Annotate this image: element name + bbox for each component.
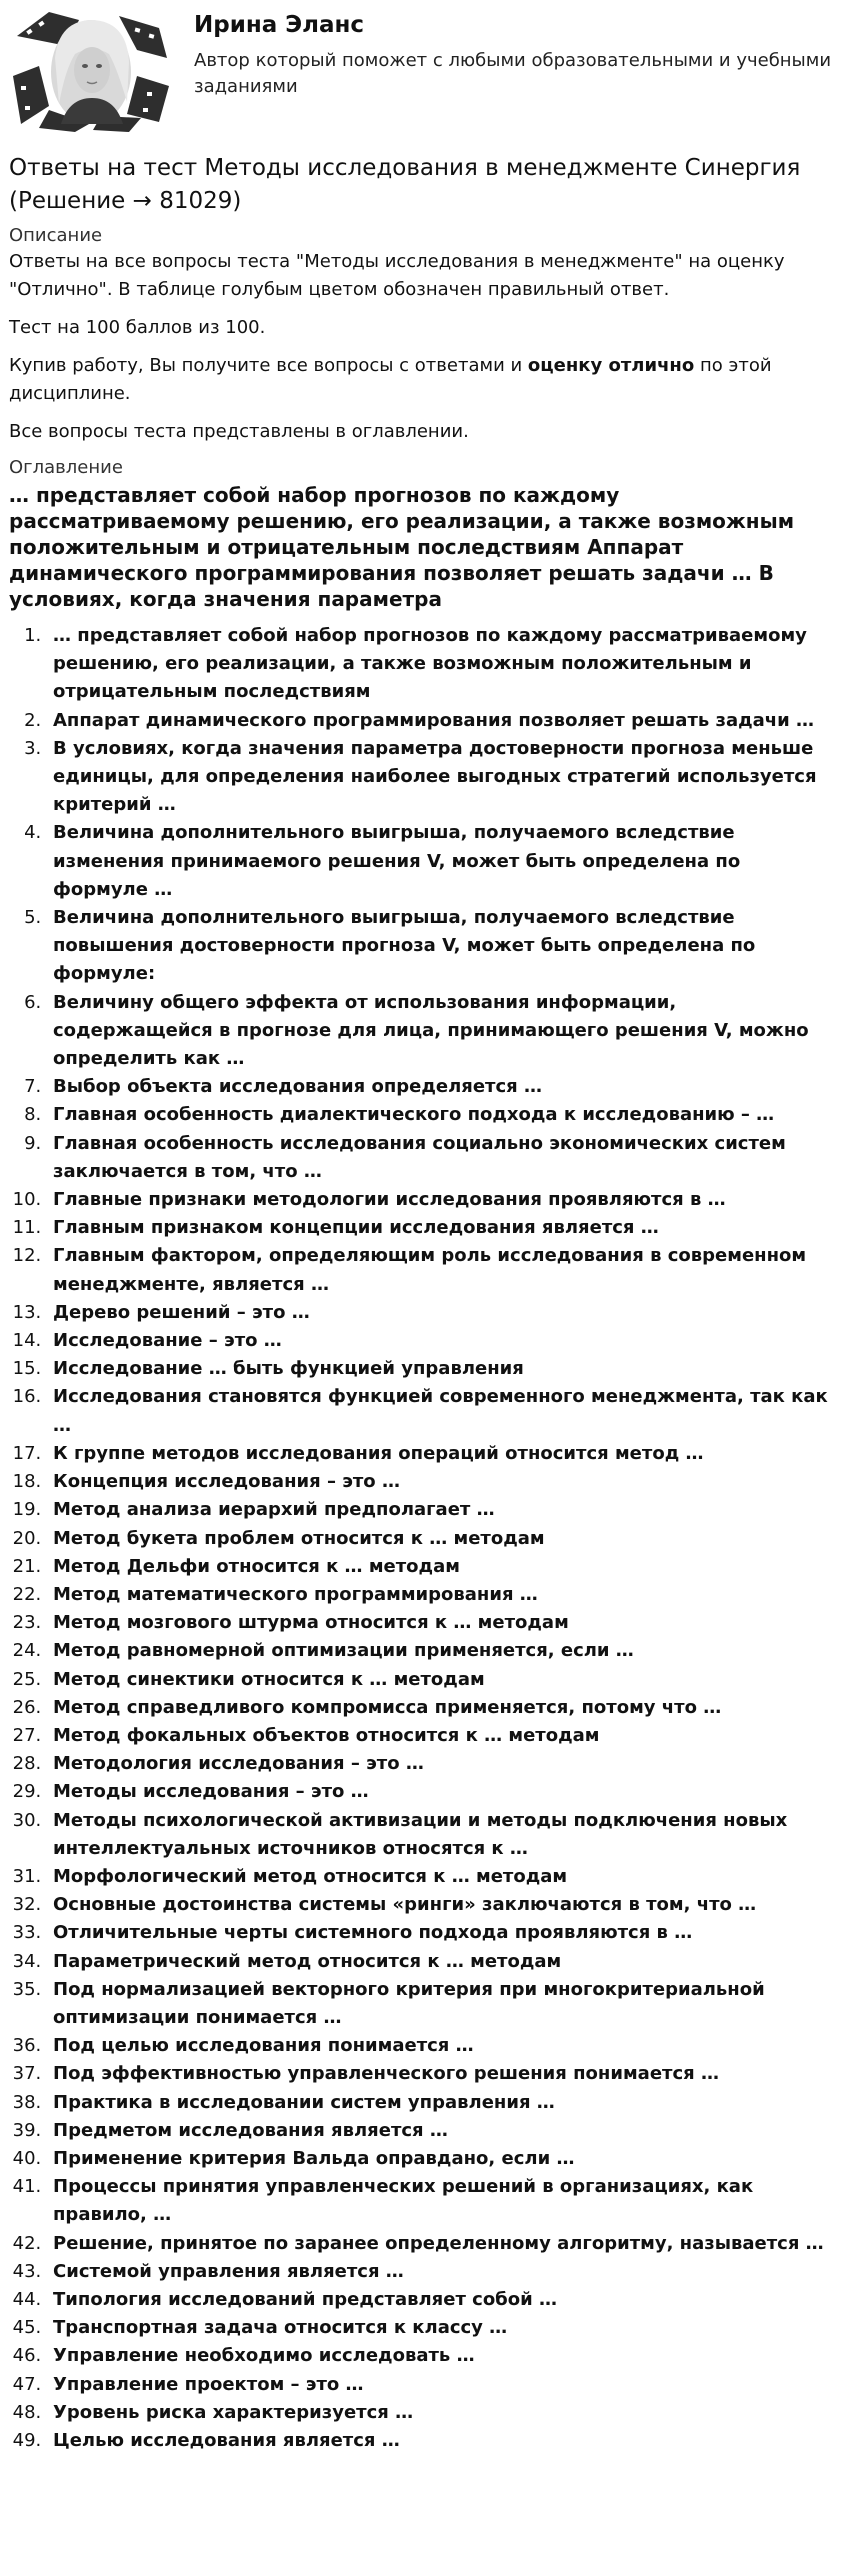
toc-item[interactable]: 16. Исследования становятся функцией современного менеджмента, так как … xyxy=(47,1383,833,1439)
toc-item[interactable]: 18. Концепция исследования – это … xyxy=(47,1468,833,1496)
toc-item[interactable]: 25. Метод синектики относится к … методам xyxy=(47,1666,833,1694)
toc-item[interactable]: 26. Метод справедливого компромисса применяется, потому что … xyxy=(47,1694,833,1722)
toc-item[interactable]: 41. Процессы принятия управленческих решений в организациях, как правило, … xyxy=(47,2173,833,2229)
toc-item[interactable]: 5. Величина дополнительного выигрыша, получаемого вследствие повышения достоверности прогноза V, может быть определена по формуле: xyxy=(47,904,833,989)
toc-item[interactable]: 3. В условиях, когда значения параметра достоверности прогноза меньше единицы, для определения наиболее выгодных стратегий используется критерий … xyxy=(47,735,833,820)
purchase-text-end: по этой дисциплине. xyxy=(9,355,772,404)
toc-item[interactable]: 30. Методы психологической активизации и методы подключения новых интеллектуальных источников относятся к … xyxy=(47,1807,833,1863)
toc-item[interactable]: 21. Метод Дельфи относится к … методам xyxy=(47,1553,833,1581)
author-name[interactable]: Ирина Эланс xyxy=(194,12,365,38)
toc-item[interactable]: 40. Применение критерия Вальда оправдано, если … xyxy=(47,2145,833,2173)
toc-item[interactable]: 22. Метод математического программирования … xyxy=(47,1581,833,1609)
toc-item[interactable]: 12. Главным фактором, определяющим роль исследования в современном менеджменте, является … xyxy=(47,1242,833,1298)
toc-item[interactable]: 7. Выбор объекта исследования определяется … xyxy=(47,1073,833,1101)
toc-item[interactable]: 34. Параметрический метод относится к … методам xyxy=(47,1948,833,1976)
toc-item[interactable]: 11. Главным признаком концепции исследования является … xyxy=(47,1214,833,1242)
toc-item[interactable]: 19. Метод анализа иерархий предполагает … xyxy=(47,1496,833,1524)
toc-item[interactable]: 15. Исследование … быть функцией управления xyxy=(47,1355,833,1383)
toc-item[interactable]: 45. Транспортная задача относится к классу … xyxy=(47,2314,833,2342)
author-card xyxy=(9,0,833,144)
toc-label: Оглавление xyxy=(9,457,123,478)
toc-item[interactable]: 33. Отличительные черты системного подхода проявляются в … xyxy=(47,1919,833,1947)
toc-item[interactable]: 23. Метод мозгового штурма относится к … методам xyxy=(47,1609,833,1637)
toc-item[interactable]: 36. Под целью исследования понимается … xyxy=(47,2032,833,2060)
toc-item[interactable]: 49. Целью исследования является … xyxy=(47,2427,833,2455)
purchase-text-start: Купив работу, Вы получите все вопросы с ответами и xyxy=(9,355,528,376)
toc-item[interactable]: 20. Метод букета проблем относится к … методам xyxy=(47,1525,833,1553)
toc-item[interactable]: 38. Практика в исследовании систем управления … xyxy=(47,2089,833,2117)
toc-item[interactable]: 9. Главная особенность исследования социально экономических систем заключается в том, что … xyxy=(47,1130,833,1186)
toc-item[interactable]: 2. Аппарат динамического программирования позволяет решать задачи … xyxy=(47,707,833,735)
toc-item[interactable]: 28. Методология исследования – это … xyxy=(47,1750,833,1778)
toc-item[interactable]: 47. Управление проектом – это … xyxy=(47,2371,833,2399)
toc-item[interactable]: 37. Под эффективностью управленческого решения понимается … xyxy=(47,2060,833,2088)
toc-item[interactable]: 14. Исследование – это … xyxy=(47,1327,833,1355)
toc-item[interactable]: 35. Под нормализацией векторного критерия при многокритериальной оптимизации понимается … xyxy=(47,1976,833,2032)
toc-item[interactable]: 1. … представляет собой набор прогнозов по каждому рассматриваемому решению, его реализации, а также возможным положительным и отрицательным последствиям xyxy=(47,622,833,707)
purchase-text-bold: оценку отлично xyxy=(527,355,695,376)
toc-item[interactable]: 24. Метод равномерной оптимизации применяется, если … xyxy=(47,1637,833,1665)
description-text: Ответы на все вопросы теста "Методы исследования в менеджменте" на оценку "Отлично". В таблице голубым цветом обозначен правильный ответ. xyxy=(9,251,785,300)
score-text: Тест на 100 баллов из 100. xyxy=(9,317,266,338)
author-info xyxy=(194,6,833,100)
toc-item[interactable]: 8. Главная особенность диалектического подхода к исследованию – … xyxy=(47,1101,833,1129)
purchase-text xyxy=(9,352,833,408)
toc-item[interactable]: 27. Метод фокальных объектов относится к … методам xyxy=(47,1722,833,1750)
toc-item[interactable]: 44. Типология исследований представляет собой … xyxy=(47,2286,833,2314)
toc-item[interactable]: 32. Основные достоинства системы «ринги» заключаются в том, что … xyxy=(47,1891,833,1919)
toc-summary: … представляет собой набор прогнозов по каждому рассматриваемому решению, его реализации, а также возможным положительным и отрицательным последствиям Аппарат динамического программирования позволяет решать задачи … В условиях, когда значения параметра xyxy=(9,483,795,611)
toc-item[interactable]: 43. Системой управления является … xyxy=(47,2258,833,2286)
toc-item[interactable]: 48. Уровень риска характеризуется … xyxy=(47,2399,833,2427)
toc-item[interactable]: 42. Решение, принятое по заранее определенному алгоритму, называется … xyxy=(47,2230,833,2258)
toc-item[interactable]: 46. Управление необходимо исследовать … xyxy=(47,2342,833,2370)
toc-item[interactable]: 31. Морфологический метод относится к … методам xyxy=(47,1863,833,1891)
description-label: Описание xyxy=(9,225,103,246)
toc-list xyxy=(9,622,833,2455)
toc-note: Все вопросы теста представлены в оглавлении. xyxy=(9,421,469,442)
author-avatar[interactable] xyxy=(9,6,174,132)
author-description: Автор который поможет с любыми образовательными и учебными заданиями xyxy=(194,50,832,97)
toc-item[interactable]: 29. Методы исследования – это … xyxy=(47,1778,833,1806)
document-title: Ответы на тест Методы исследования в менеджменте Синергия (Решение → 81029) xyxy=(9,155,801,214)
toc-item[interactable]: 10. Главные признаки методологии исследования проявляются в … xyxy=(47,1186,833,1214)
toc-item[interactable]: 4. Величина дополнительного выигрыша, получаемого вследствие изменения принимаемого решения V, может быть определена по формуле … xyxy=(47,819,833,904)
toc-item[interactable]: 17. К группе методов исследования операций относится метод … xyxy=(47,1440,833,1468)
toc-item[interactable]: 39. Предметом исследования является … xyxy=(47,2117,833,2145)
toc-item[interactable]: 6. Величину общего эффекта от использования информации, содержащейся в прогнозе для лица, принимающего решения V, можно определить как … xyxy=(47,989,833,1074)
toc-item[interactable]: 13. Дерево решений – это … xyxy=(47,1299,833,1327)
